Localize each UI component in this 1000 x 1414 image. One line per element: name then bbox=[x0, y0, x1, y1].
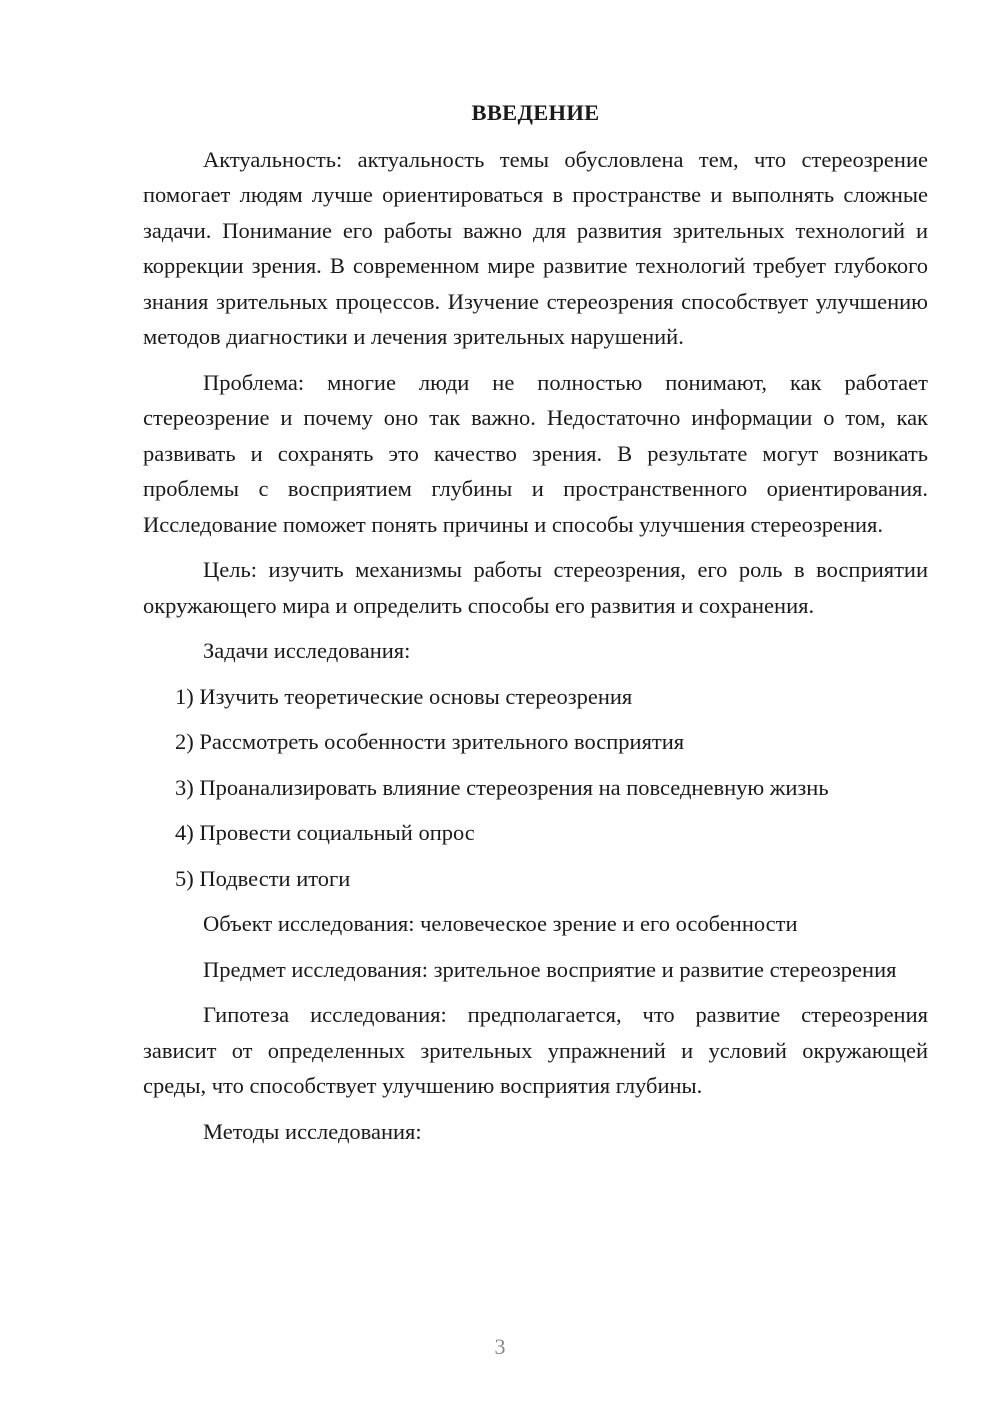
problem-paragraph: Проблема: многие люди не полностью понимают, как работает стереозрение и почему оно так важно. Недостаточно информации о том, как развивать и сохранять это качество зрения. В результате могут возникать проблемы с восприятием глубины и пространственного ориентирования. Исследование поможет понять причины и способы улучшения стереозрения. bbox=[143, 369, 928, 537]
tasks-heading: Задачи исследования: bbox=[203, 638, 411, 663]
task-item: 1) Изучить теоретические основы стереозрения bbox=[175, 683, 633, 709]
relevance-paragraph: Актуальность: актуальность темы обусловлена тем, что стереозрение помогает людям лучше ориентироваться в пространстве и выполнять сложные задачи. Понимание его работы важно для развития зрительных технологий и коррекции зрения. В современном мире развитие технологий требует глубокого знания зрительных процессов. Изучение стереозрения способствует улучшению методов диагностики и лечения зрительных нарушений. bbox=[143, 146, 928, 349]
object-paragraph: Объект исследования: человеческое зрение и его особенности bbox=[203, 911, 798, 936]
page-number: 3 bbox=[494, 1334, 506, 1359]
task-item: 4) Провести социальный опрос bbox=[175, 820, 475, 845]
section-title: ВВЕДЕНИЕ bbox=[471, 100, 600, 125]
goal-paragraph: Цель: изучить механизмы работы стереозрения, его роль в восприятии окружающего мира и определить способы его развития и сохранения. bbox=[143, 557, 928, 618]
hypothesis-paragraph: Гипотеза исследования: предполагается, что развитие стереозрения зависит от определенных зрительных упражнений и условий окружающей среды, что способствует улучшению восприятия глубины. bbox=[143, 1002, 928, 1098]
methods-heading: Методы исследования: bbox=[203, 1118, 422, 1144]
subject-paragraph: Предмет исследования: зрительное восприятие и развитие стереозрения bbox=[203, 956, 897, 982]
tasks-list bbox=[143, 679, 928, 897]
document-page bbox=[143, 95, 928, 1159]
task-item: 2) Рассмотреть особенности зрительного восприятия bbox=[175, 729, 685, 754]
task-item: 3) Проанализировать влияние стереозрения на повседневную жизнь bbox=[175, 774, 829, 800]
task-item: 5) Подвести итоги bbox=[175, 865, 351, 891]
